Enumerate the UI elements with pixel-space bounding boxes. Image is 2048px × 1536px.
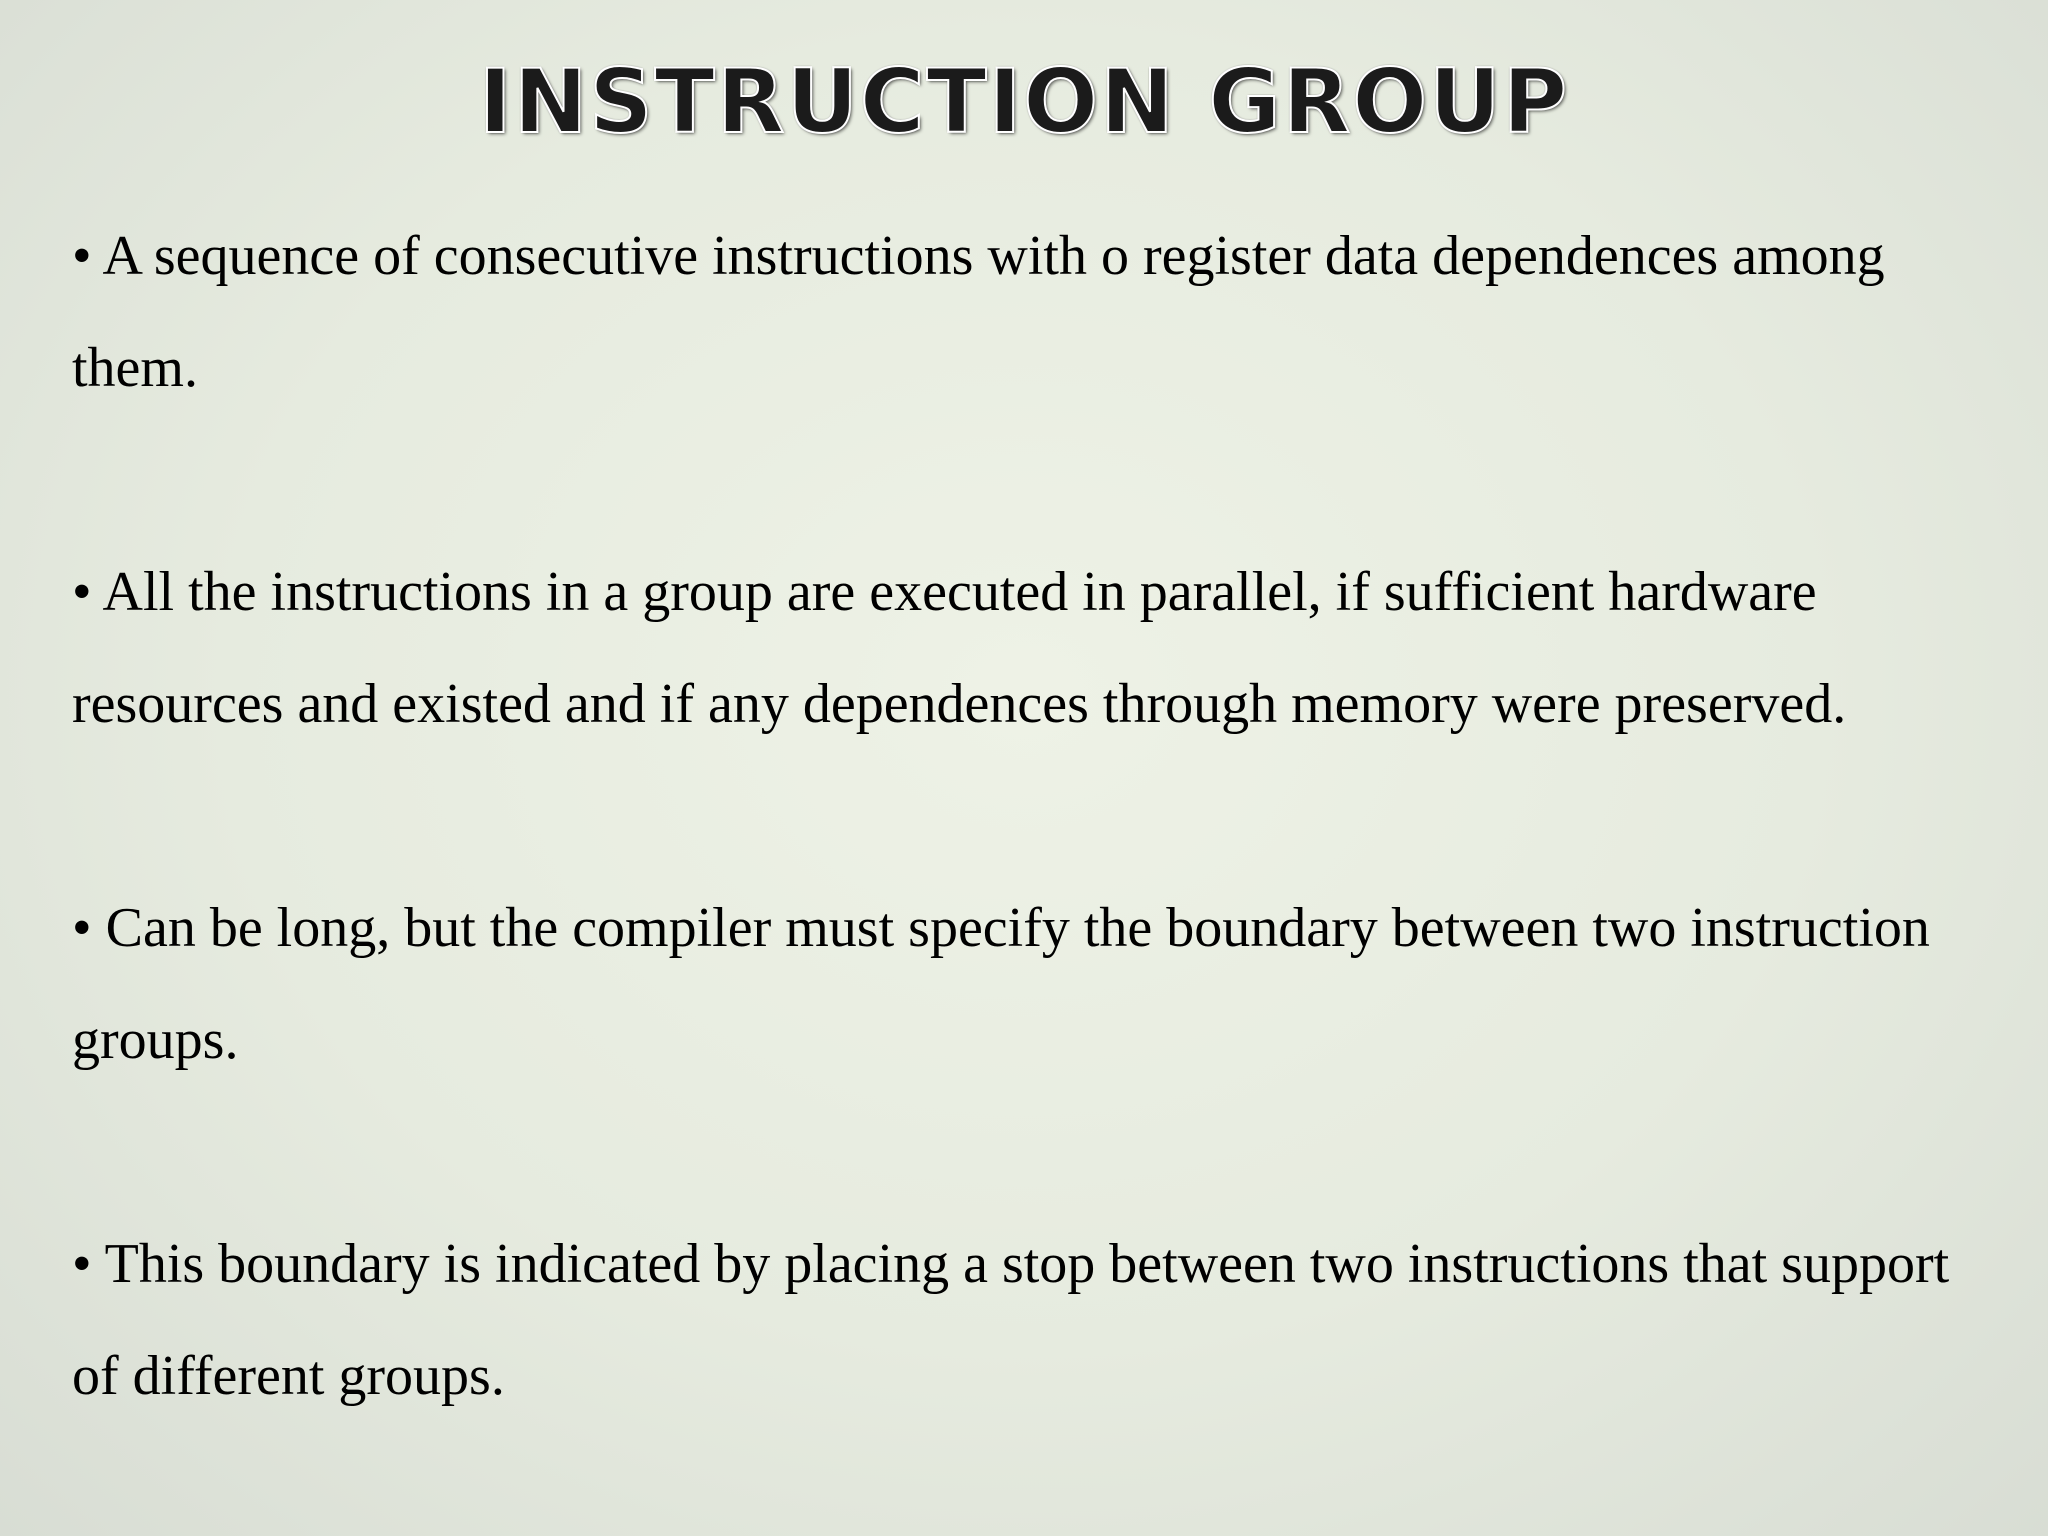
bullet-text-2: All the instructions in a group are executed in parallel, if sufficient hardware resources and existed and if any dependences through memory were preserved. (72, 561, 1847, 735)
bullet-mark: • (72, 1233, 92, 1295)
bullet-mark: • (72, 561, 92, 623)
bullet-text-1: A sequence of consecutive instructions with o register data dependences among them. (72, 225, 1885, 399)
bullet-item-3 (72, 872, 1992, 1096)
slide-title: INSTRUCTION GROUP (478, 50, 1570, 153)
bullet-text-4: This boundary is indicated by placing a stop between two instructions that support of different groups. (72, 1233, 1950, 1407)
bullet-text-3: Can be long, but the compiler must specify the boundary between two instruction groups. (72, 897, 1930, 1071)
bullet-item-4 (72, 1208, 1992, 1432)
bullet-mark: • (72, 897, 92, 959)
bullet-list (72, 200, 1992, 1432)
bullet-item-2 (72, 536, 1992, 760)
bullet-item-1 (72, 200, 1992, 424)
bullet-mark: • (72, 225, 92, 287)
